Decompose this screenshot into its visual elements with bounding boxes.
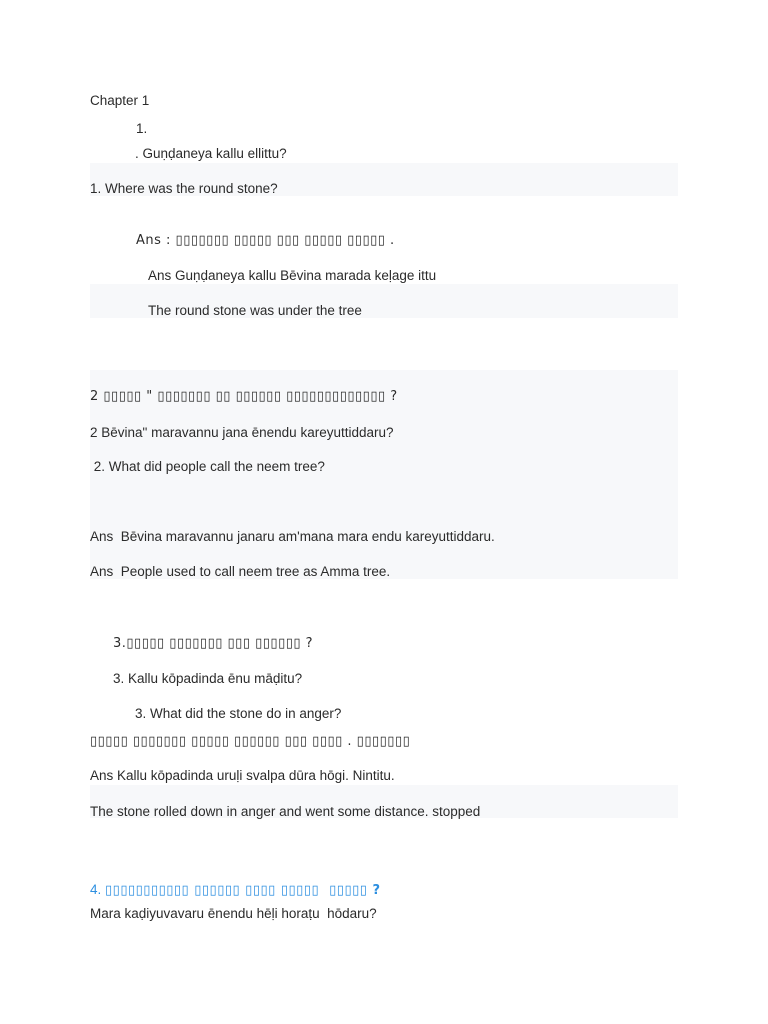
- q1-number: 1.: [136, 121, 148, 136]
- q4-transliteration: Mara kaḍiyuvavaru ēnendu hēḷi horaṭu hōdaru?: [90, 906, 377, 921]
- q1-answer-english: The round stone was under the tree: [148, 303, 362, 318]
- q3-kannada: 3.▯▯▯▯▯ ▯▯▯▯▯▯▯ ▯▯▯ ▯▯▯▯▯▯ ?: [113, 636, 314, 651]
- q3-english: 3. What did the stone do in anger?: [135, 706, 342, 721]
- q3-answer-kannada: ▯▯▯▯▯ ▯▯▯▯▯▯▯ ▯▯▯▯▯ ▯▯▯▯▯▯ ▯▯▯ ▯▯▯▯ . ▯▯▯▯▯▯▯: [90, 734, 411, 749]
- q4-number: 4.: [90, 882, 106, 897]
- q2-english: 2. What did people call the neem tree?: [90, 459, 325, 474]
- q3-transliteration: 3. Kallu kōpadinda ēnu māḍitu?: [113, 671, 303, 686]
- q4-kannada: ▯▯▯▯▯▯▯▯▯▯▯ ▯▯▯▯▯▯ ▯▯▯▯ ▯▯▯▯▯ ▯▯▯▯▯ ?: [105, 883, 381, 898]
- q2-answer-transliteration: Ans Bēvina maravannu janaru am'mana mara endu kareyuttiddaru.: [90, 529, 495, 544]
- q1-answer-kannada: Ans : ▯▯▯▯▯▯▯ ▯▯▯▯▯ ▯▯▯ ▯▯▯▯▯ ▯▯▯▯▯ .: [136, 233, 395, 248]
- q2-answer-english: Ans People used to call neem tree as Amma tree.: [90, 564, 391, 579]
- q2-kannada: 2 ▯▯▯▯▯ " ▯▯▯▯▯▯▯ ▯▯ ▯▯▯▯▯▯ ▯▯▯▯▯▯▯▯▯▯▯▯▯ ?: [90, 389, 398, 404]
- q1-answer-transliteration: Ans Guṇḍaneya kallu Bēvina marada keḷage ittu: [148, 268, 437, 283]
- q2-transliteration: 2 Bēvina" maravannu jana ēnendu kareyuttiddaru?: [90, 425, 394, 440]
- q3-answer-transliteration: Ans Kallu kōpadinda uruḷi svalpa dūra hōgi. Nintitu.: [90, 768, 395, 783]
- chapter-title: Chapter 1: [90, 93, 150, 108]
- q3-answer-english: The stone rolled down in anger and went some distance. stopped: [90, 804, 481, 819]
- q1-transliteration: . Guṇḍaneya kallu ellittu?: [135, 146, 287, 161]
- q4-question: [90, 881, 380, 900]
- q1-english: 1. Where was the round stone?: [90, 181, 278, 196]
